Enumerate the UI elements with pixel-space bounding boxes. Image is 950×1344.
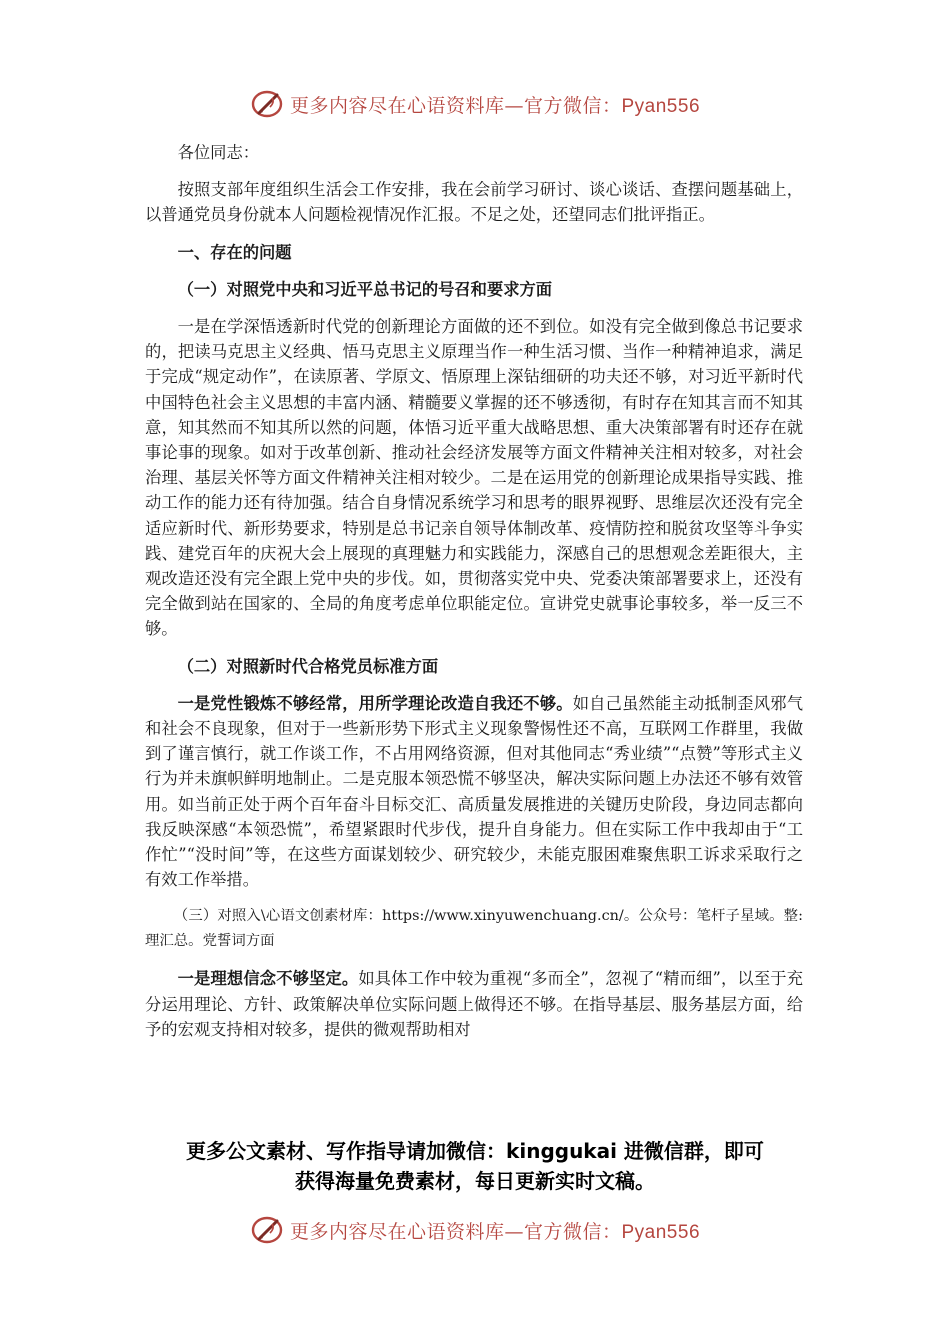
header-watermark-text: 更多内容尽在心语资料库—官方微信：Pyan556 [289,94,701,117]
promo-line-2: 获得海量免费素材，每日更新实时文稿。 [295,1169,655,1193]
subsection-2-lead: 一是党性锻炼不够经常，用所学理论改造自我还不够。 [177,693,573,713]
footer-watermark-banner [0,1210,950,1250]
subsection-1-paragraph: 一是在学深悟透新时代党的创新理论方面做的还不到位。如没有完全做到像总书记要求的，把读马克思主义经典、悟马克思主义原理当作一种生活习惯、当作一种精神追求，满足于完成“规定动作”，在读原著、学原文、悟原理上深钻细研的功夫还不够，对习近平新时代中国特色社会主义思想的丰富内涵、精髓要义掌握的还不够透彻，有时存在知其言而不知其意，知其然而不知其所以然的问题，体悟习近平重大战略思想、重大决策部署有时还存在就事论事的现象。如对于改革创新、推动社会经济发展等方面文件精神关注相对较多，对社会治理、基层关怀等方面文件精神关注相对较少。二是在运用党的创新理论成果指导实践、推动工作的能力还有待加强。结合自身情况系统学习和思考的眼界视野、思维层次还没有完全适应新时代、新形势要求，特别是总书记亲自领导体制改革、疫情防控和脱贫攻坚等斗争实践、建党百年的庆祝大会上展现的真理魅力和实践能力，深感自己的思想观念差距很大，主观改造还没有完全跟上党中央的步伐。如，贯彻落实党中央、党委决策部署要求上，还没有完全做到站在国家的、全局的角度考虑单位职能定位。宣讲党史就事论事较多，举一反三不够。 [145,317,803,639]
promo-line-1: 更多公文素材、写作指导请加微信：kinggukai 进微信群，即可 [186,1139,764,1163]
salutation: 各位同志： [177,143,260,162]
subsection-3-text: 如具体工作中较为重视“多而全”，忽视了“精而细”，以至于充分运用理论、方针、政策解决单位实际问题上做得还不够。在指导基层、服务基层方面，给予的宏观支持相对较多，提供的微观帮助相对 [145,969,803,1039]
header-watermark-banner [0,84,950,124]
subsection-heading-3: （三）对照入\心语文创素材库：https://www.xinyuwenchuang.cn/。公众号：笔杆子星域。整:理汇总。党誓词方面 [145,908,803,950]
pen-circle-icon [250,89,284,119]
subsection-2-paragraph [145,691,803,893]
subsection-2-text: 如自己虽然能主动抵制歪风邪气和社会不良现象，但对于一些新形势下形式主义现象警惕性还不高，互联网工作群里，我做到了谨言慎行，就工作谈工作，不占用网络资源，但对其他同志“秀业绩”“点赞”等形式主义行为并未旗帜鲜明地制止。二是克服本领恐慌不够坚决，解决实际问题上办法还不够有效管用。如当前正处于两个百年奋斗目标交汇、高质量发展推进的关键历史阶段，身边同志都向我反映深感“本领恐慌”，希望紧跟时代步伐，提升自身能力。但在实际工作中我却由于“工作忙”“没时间”等，在这些方面谋划较少、研究较少，未能克服困难聚焦职工诉求采取行之有效工作举措。 [145,693,803,890]
subsection-3-lead: 一是理想信念不够坚定。 [177,969,359,989]
document-body [145,140,803,1042]
promo-notice [140,1136,810,1196]
pen-circle-icon [250,1215,284,1245]
subsection-3-paragraph [145,966,803,1042]
subsection-heading-1: （一）对照党中央和习近平总书记的号召和要求方面 [177,279,553,299]
section-heading-problems: 一、存在的问题 [177,242,292,262]
intro-paragraph: 按照支部年度组织生活会工作安排，我在会前学习研讨、谈心谈话、查摆问题基础上，以普通党员身份就本人问题检视情况作汇报。不足之处，还望同志们批评指正。 [145,180,803,225]
footer-watermark-text: 更多内容尽在心语资料库—官方微信：Pyan556 [289,1220,701,1243]
subsection-heading-2: （二）对照新时代合格党员标准方面 [177,656,439,676]
